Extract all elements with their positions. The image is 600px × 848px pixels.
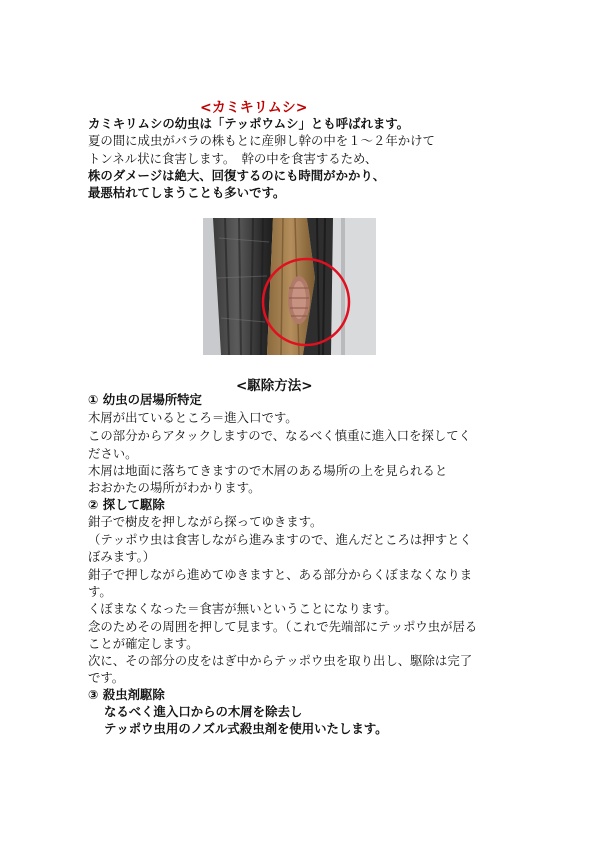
rose-stem-illustration xyxy=(203,218,376,355)
body-line-4: ださい。 xyxy=(88,446,138,461)
body-line-15: ことが確定します。 xyxy=(88,636,199,651)
body-line-14: 念のためその周囲を押して見ます。（これで先端部にテッポウ虫が居る xyxy=(88,619,478,634)
intro-line-2: 夏の間に成虫がバラの株もとに産卵し幹の中を１～２年かけて xyxy=(88,133,435,148)
intro-line-5: 最悪枯れてしまうことも多いです。 xyxy=(88,185,286,200)
body-line-7: ② 探して駆除 xyxy=(88,497,165,512)
body-line-3: この部分からアタックしますので、なるべく慎重に進入口を探してく xyxy=(88,428,471,443)
body-line-8: 鉗子で樹皮を押しながら探ってゆきます。 xyxy=(88,514,323,529)
body-line-17: です。 xyxy=(88,670,125,685)
section-title: <駆除方法> xyxy=(236,378,313,394)
intro-line-3: トンネル状に食害します。 幹の中を食害するため、 xyxy=(88,151,378,166)
page-title: <カミキリムシ> xyxy=(200,100,308,116)
body-line-18: ③ 殺虫剤駆除 xyxy=(88,687,165,702)
body-line-16: 次に、その部分の皮をはぎ中からテッポウ虫を取り出し、駆除は完了 xyxy=(88,653,473,668)
body-line-12: す。 xyxy=(88,584,112,599)
body-line-9: （テッポウ虫は食害しながら進みますので、進んだところは押すとく xyxy=(88,532,472,547)
body-line-1: ① 幼虫の居場所特定 xyxy=(88,392,202,407)
body-line-10: ぼみます。） xyxy=(88,549,156,564)
body-line-6: おおかたの場所がわかります。 xyxy=(88,480,261,495)
body-line-11: 鉗子で押しながら進めてゆきますと、ある部分からくぼまなくなりま xyxy=(88,567,473,582)
body-line-13: くぼまなくなった＝食害が無いということになります。 xyxy=(88,601,397,616)
borer-damage-photo xyxy=(203,218,376,355)
body-line-2: 木屑が出ているところ＝進入口です。 xyxy=(88,410,298,425)
body-line-5: 木屑は地面に落ちてきますので木屑のある場所の上を見られると xyxy=(88,463,448,478)
body-line-20: テッポウ虫用のノズル式殺虫剤を使用いたします。 xyxy=(104,721,388,736)
intro-line-1: カミキリムシの幼虫は「テッポウムシ」とも呼ばれます。 xyxy=(88,116,410,131)
body-line-19: なるべく進入口からの木屑を除去し xyxy=(104,704,303,719)
intro-line-4: 株のダメージは絶大、回復するのにも時間がかかり、 xyxy=(88,168,386,183)
